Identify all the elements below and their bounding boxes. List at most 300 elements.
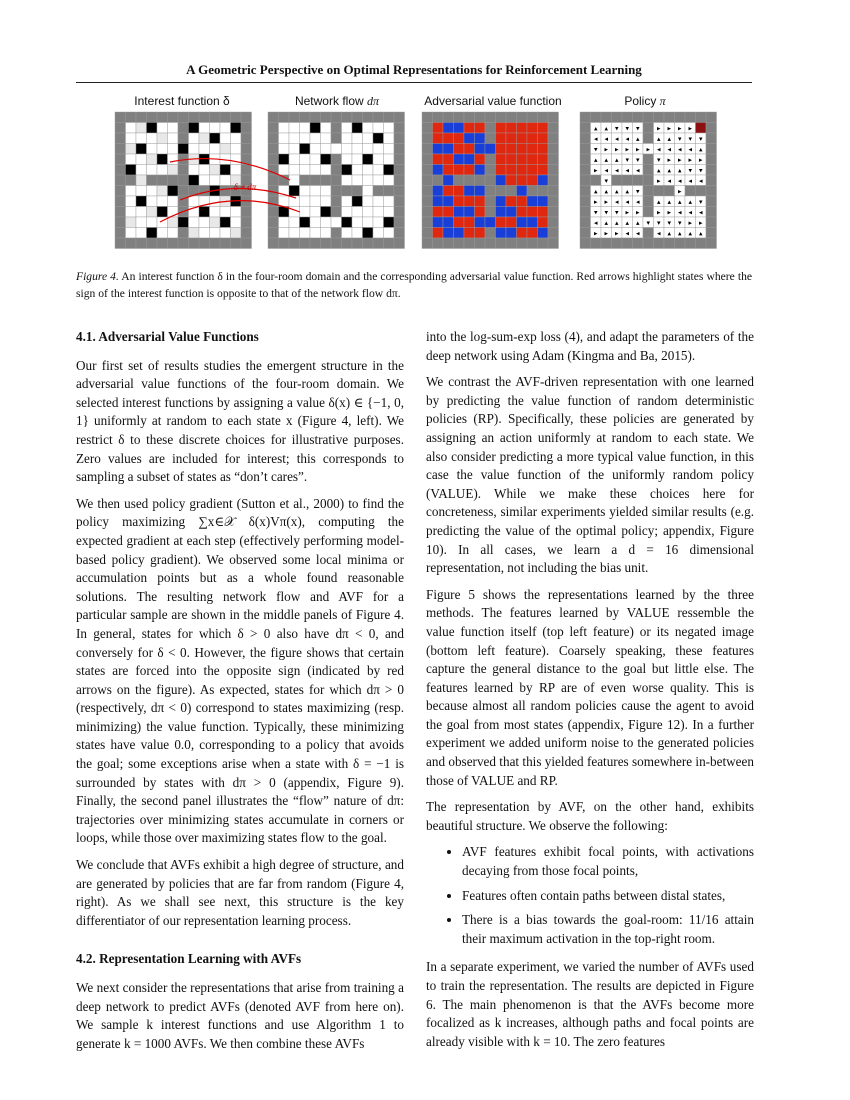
wall-cell bbox=[352, 186, 363, 197]
wall-cell bbox=[422, 123, 433, 134]
wall-cell bbox=[241, 228, 252, 239]
state-cell bbox=[136, 207, 147, 218]
wall-cell bbox=[241, 112, 252, 123]
value-cell bbox=[517, 144, 528, 155]
value-cell bbox=[496, 217, 507, 228]
value-cell bbox=[464, 133, 475, 144]
state-cell bbox=[352, 144, 363, 155]
wall-cell bbox=[706, 186, 717, 197]
state-cell bbox=[342, 217, 353, 228]
wall-cell bbox=[612, 112, 623, 123]
wall-cell bbox=[548, 207, 559, 218]
value-cell bbox=[464, 228, 475, 239]
state-cell bbox=[384, 165, 395, 176]
wall-cell bbox=[643, 112, 654, 123]
wall-cell bbox=[373, 186, 384, 197]
policy-arrow-icon: ▸ bbox=[688, 124, 693, 133]
wall-cell bbox=[157, 112, 168, 123]
wall-cell bbox=[485, 133, 496, 144]
value-cell bbox=[538, 123, 549, 134]
state-cell bbox=[373, 207, 384, 218]
paragraph: We then used policy gradient (Sutton et al., 2000) to find the policy maximizing ∑x∈𝒳 δ(x)Vπ(x), computing the expected gradient at each step (effectively performing model-based policy gradient). We observed some local minima or accumulation points but as a whole found reasonable solutions. The resulting network flow and AVF for a particular sample are shown in the middle panels of Figure 4. In general, states for which δ > 0 also have dπ < 0, and conversely for δ < 0. However, the figure shows that certain states are forced into the opposite sign (indicated by red arrows on the figure). As expected, states for which dπ > 0 (respectively, dπ < 0) correspond to states maximizing (resp. minimizing) the value function. Typically, these minimizing states have value 0.0, corresponding to a policy that avoids the goal; some exceptions arise when a state with δ = −1 is surrounded by states with dπ > 0 (appendix, Figure 9). Finally, the second panel illustrates the “flow” nature of dπ: trajectories over minimizing states accumulate in corners or loops, while those over maximizing states flow to the goal. bbox=[76, 495, 404, 846]
value-cell bbox=[433, 228, 444, 239]
wall-cell bbox=[496, 238, 507, 249]
state-cell bbox=[310, 217, 321, 228]
state-cell bbox=[373, 217, 384, 228]
wall-cell bbox=[331, 228, 342, 239]
wall-cell bbox=[147, 175, 158, 186]
caption-text: An interest function δ in the four-room domain and the corresponding adversarial value function. Red arrows highlight states where the sign of the interest function is opposite to that of the network flow dπ. bbox=[76, 270, 753, 300]
wall-cell bbox=[485, 165, 496, 176]
wall-cell bbox=[643, 228, 654, 239]
state-cell bbox=[136, 123, 147, 134]
policy-arrow-icon: ▸ bbox=[656, 208, 661, 217]
right-column bbox=[426, 328, 754, 1059]
policy-arrow-icon: ▸ bbox=[604, 198, 609, 207]
wall-cell bbox=[241, 217, 252, 228]
value-cell bbox=[527, 228, 538, 239]
wall-cell bbox=[178, 186, 189, 197]
wall-cell bbox=[115, 228, 126, 239]
state-cell bbox=[136, 133, 147, 144]
value-cell bbox=[454, 133, 465, 144]
value-cell bbox=[464, 154, 475, 165]
wall-cell bbox=[136, 238, 147, 249]
state-cell bbox=[363, 154, 374, 165]
adversarial-value-grid bbox=[422, 112, 559, 249]
state-cell bbox=[157, 165, 168, 176]
state-cell bbox=[168, 123, 179, 134]
wall-cell bbox=[706, 144, 717, 155]
wall-cell bbox=[231, 112, 242, 123]
wall-cell bbox=[394, 165, 405, 176]
wall-cell bbox=[231, 238, 242, 249]
state-cell bbox=[384, 154, 395, 165]
wall-cell bbox=[580, 175, 591, 186]
wall-cell bbox=[548, 217, 559, 228]
state-cell bbox=[189, 217, 200, 228]
wall-cell bbox=[433, 175, 444, 186]
state-cell bbox=[220, 133, 231, 144]
wall-cell bbox=[664, 238, 675, 249]
state-cell bbox=[373, 133, 384, 144]
policy-arrow-icon: ▾ bbox=[635, 156, 640, 165]
state-cell bbox=[331, 217, 342, 228]
value-cell bbox=[506, 175, 517, 186]
policy-arrow-icon: ▴ bbox=[698, 229, 703, 238]
wall-cell bbox=[384, 186, 395, 197]
state-cell bbox=[126, 228, 137, 239]
state-cell bbox=[300, 154, 311, 165]
wall-cell bbox=[147, 238, 158, 249]
wall-cell bbox=[685, 238, 696, 249]
value-cell bbox=[433, 154, 444, 165]
policy-arrow-icon: ◂ bbox=[677, 177, 682, 186]
state-cell bbox=[189, 144, 200, 155]
wall-cell bbox=[422, 133, 433, 144]
wall-cell bbox=[178, 238, 189, 249]
value-cell bbox=[496, 133, 507, 144]
state-cell bbox=[342, 154, 353, 165]
state-cell bbox=[279, 144, 290, 155]
state-cell bbox=[384, 207, 395, 218]
wall-cell bbox=[394, 238, 405, 249]
wall-cell bbox=[115, 175, 126, 186]
policy-arrow-icon: ◂ bbox=[667, 145, 672, 154]
state-cell bbox=[210, 133, 221, 144]
wall-cell bbox=[675, 112, 686, 123]
state-cell bbox=[126, 217, 137, 228]
state-cell bbox=[199, 207, 210, 218]
value-cell bbox=[517, 165, 528, 176]
policy-arrow-icon: ◂ bbox=[698, 208, 703, 217]
value-cell bbox=[475, 165, 486, 176]
wall-cell bbox=[517, 112, 528, 123]
wall-cell bbox=[664, 186, 675, 197]
panel-title-avf: Adversarial value function bbox=[424, 94, 562, 108]
list-item: • There is a bias towards the goal-room: 11/16 attain their maximum activation in the top-right room. bbox=[462, 911, 754, 948]
wall-cell bbox=[331, 133, 342, 144]
wall-cell bbox=[241, 123, 252, 134]
policy-arrow-icon: ▾ bbox=[635, 124, 640, 133]
state-cell bbox=[352, 175, 363, 186]
state-cell bbox=[210, 165, 221, 176]
wall-cell bbox=[189, 238, 200, 249]
wall-cell bbox=[268, 133, 279, 144]
value-cell bbox=[496, 228, 507, 239]
policy-arrow-icon: ▴ bbox=[625, 187, 630, 196]
value-cell bbox=[517, 123, 528, 134]
wall-cell bbox=[538, 186, 549, 197]
policy-arrow-icon: ▾ bbox=[677, 219, 682, 228]
wall-cell bbox=[548, 133, 559, 144]
value-cell bbox=[506, 123, 517, 134]
policy-arrow-icon: ▸ bbox=[625, 208, 630, 217]
state-cell bbox=[231, 217, 242, 228]
policy-arrow-icon: ▴ bbox=[677, 166, 682, 175]
state-cell bbox=[321, 165, 332, 176]
value-cell bbox=[433, 133, 444, 144]
policy-arrow-icon: ▴ bbox=[667, 166, 672, 175]
state-cell bbox=[178, 217, 189, 228]
paragraph: Figure 5 shows the representations learned by the three methods. The features learned by VALUE ressemble the value function itself (top left feature) or its negated image (bottom left feature). Coarsely speaking, these features capture the general distance to the goal but little else. The features learned by RP are of even worse quality. This is because almost all random policies cause the agent to avoid the goal from most states (appendix, Figure 12). In a further experiment we added uniform noise to the generated policies and observed that this yielded features somewhere in-between those of VALUE and RP. bbox=[426, 586, 754, 788]
policy-arrow-icon: ▾ bbox=[677, 135, 682, 144]
state-cell bbox=[199, 217, 210, 228]
state-cell bbox=[220, 207, 231, 218]
value-cell bbox=[454, 196, 465, 207]
value-cell bbox=[538, 144, 549, 155]
wall-cell bbox=[612, 238, 623, 249]
state-cell bbox=[384, 217, 395, 228]
wall-cell bbox=[331, 165, 342, 176]
wall-cell bbox=[178, 228, 189, 239]
wall-cell bbox=[310, 175, 321, 186]
state-cell bbox=[321, 196, 332, 207]
policy-arrow-icon: ◂ bbox=[625, 229, 630, 238]
wall-cell bbox=[706, 123, 717, 134]
value-cell bbox=[538, 175, 549, 186]
wall-cell bbox=[394, 217, 405, 228]
policy-arrow-icon: ◂ bbox=[698, 177, 703, 186]
state-cell bbox=[147, 133, 158, 144]
state-cell bbox=[168, 186, 179, 197]
state-cell bbox=[342, 165, 353, 176]
value-cell bbox=[538, 154, 549, 165]
state-cell bbox=[279, 228, 290, 239]
wall-cell bbox=[422, 144, 433, 155]
wall-cell bbox=[633, 238, 644, 249]
policy-arrow-icon: ◂ bbox=[688, 145, 693, 154]
section-heading-4-2: 4.2. Representation Learning with AVFs bbox=[76, 951, 302, 967]
state-cell bbox=[310, 154, 321, 165]
wall-cell bbox=[506, 186, 517, 197]
value-cell bbox=[506, 165, 517, 176]
wall-cell bbox=[506, 238, 517, 249]
value-cell bbox=[517, 207, 528, 218]
state-cell bbox=[331, 144, 342, 155]
value-cell bbox=[527, 154, 538, 165]
wall-cell bbox=[268, 112, 279, 123]
wall-cell bbox=[342, 238, 353, 249]
wall-cell bbox=[115, 144, 126, 155]
wall-cell bbox=[115, 196, 126, 207]
policy-arrow-icon: ◂ bbox=[635, 198, 640, 207]
wall-cell bbox=[331, 112, 342, 123]
value-cell bbox=[517, 228, 528, 239]
state-cell bbox=[231, 154, 242, 165]
state-cell bbox=[384, 123, 395, 134]
state-cell bbox=[342, 133, 353, 144]
policy-arrow-icon: ▾ bbox=[698, 135, 703, 144]
policy-arrow-icon: ◂ bbox=[688, 177, 693, 186]
state-cell bbox=[210, 196, 221, 207]
wall-cell bbox=[548, 238, 559, 249]
value-cell bbox=[506, 144, 517, 155]
value-cell bbox=[506, 154, 517, 165]
state-cell bbox=[289, 144, 300, 155]
state-cell bbox=[157, 154, 168, 165]
wall-cell bbox=[591, 175, 602, 186]
policy-arrow-icon: ▴ bbox=[604, 156, 609, 165]
value-cell bbox=[538, 217, 549, 228]
value-cell bbox=[475, 217, 486, 228]
value-cell bbox=[433, 123, 444, 134]
policy-arrow-icon: ◂ bbox=[614, 198, 619, 207]
state-cell bbox=[352, 207, 363, 218]
value-cell bbox=[527, 196, 538, 207]
wall-cell bbox=[580, 196, 591, 207]
wall-cell bbox=[342, 186, 353, 197]
caption-label: Figure 4. bbox=[76, 270, 119, 283]
wall-cell bbox=[548, 112, 559, 123]
wall-cell bbox=[633, 112, 644, 123]
policy-arrow-icon: ▸ bbox=[688, 219, 693, 228]
policy-arrow-icon: ◂ bbox=[667, 177, 672, 186]
value-cell bbox=[464, 207, 475, 218]
wall-cell bbox=[485, 186, 496, 197]
wall-cell bbox=[373, 112, 384, 123]
value-cell bbox=[454, 123, 465, 134]
wall-cell bbox=[443, 238, 454, 249]
wall-cell bbox=[210, 238, 221, 249]
state-cell bbox=[279, 154, 290, 165]
value-cell bbox=[485, 144, 496, 155]
value-cell bbox=[506, 196, 517, 207]
state-cell bbox=[363, 175, 374, 186]
state-cell bbox=[289, 133, 300, 144]
policy-arrow-icon: ▾ bbox=[656, 156, 661, 165]
wall-cell bbox=[706, 207, 717, 218]
policy-arrow-icon: ▸ bbox=[656, 124, 661, 133]
value-cell bbox=[527, 144, 538, 155]
wall-cell bbox=[580, 165, 591, 176]
wall-cell bbox=[654, 186, 665, 197]
wall-cell bbox=[622, 112, 633, 123]
wall-cell bbox=[527, 238, 538, 249]
wall-cell bbox=[331, 196, 342, 207]
policy-arrow-icon: ▸ bbox=[667, 124, 672, 133]
policy-arrow-icon: ▴ bbox=[656, 135, 661, 144]
state-cell bbox=[342, 196, 353, 207]
state-cell bbox=[279, 133, 290, 144]
policy-arrow-icon: ▴ bbox=[593, 156, 598, 165]
value-cell bbox=[538, 228, 549, 239]
state-cell bbox=[199, 175, 210, 186]
wall-cell bbox=[384, 238, 395, 249]
policy-arrow-icon: ◂ bbox=[625, 166, 630, 175]
wall-cell bbox=[538, 112, 549, 123]
policy-arrow-icon: ▴ bbox=[593, 124, 598, 133]
state-cell bbox=[300, 217, 311, 228]
wall-cell bbox=[454, 238, 465, 249]
state-cell bbox=[136, 154, 147, 165]
policy-arrow-icon: ▾ bbox=[625, 156, 630, 165]
wall-cell bbox=[268, 144, 279, 155]
state-cell bbox=[279, 217, 290, 228]
wall-cell bbox=[496, 186, 507, 197]
state-cell bbox=[189, 133, 200, 144]
value-cell bbox=[454, 186, 465, 197]
state-cell bbox=[220, 144, 231, 155]
wall-cell bbox=[485, 228, 496, 239]
state-cell bbox=[310, 186, 321, 197]
policy-grid bbox=[580, 112, 717, 249]
policy-arrow-icon: ▴ bbox=[635, 219, 640, 228]
paragraph: into the log-sum-exp loss (4), and adapt the parameters of the deep network using Adam (Kingma and Ba, 2015). bbox=[426, 329, 754, 363]
wall-cell bbox=[464, 175, 475, 186]
wall-cell bbox=[300, 112, 311, 123]
network-flow-grid bbox=[268, 112, 405, 249]
policy-arrow-icon: ▾ bbox=[688, 135, 693, 144]
policy-arrow-icon: ▴ bbox=[614, 187, 619, 196]
wall-cell bbox=[485, 112, 496, 123]
policy-arrow-icon: ▸ bbox=[677, 187, 682, 196]
policy-arrow-icon: ◂ bbox=[593, 135, 598, 144]
wall-cell bbox=[548, 175, 559, 186]
state-cell bbox=[352, 123, 363, 134]
wall-cell bbox=[268, 207, 279, 218]
state-cell bbox=[126, 186, 137, 197]
state-cell bbox=[157, 207, 168, 218]
value-cell bbox=[538, 133, 549, 144]
state-cell bbox=[189, 175, 200, 186]
value-cell bbox=[485, 217, 496, 228]
wall-cell bbox=[706, 196, 717, 207]
state-cell bbox=[342, 228, 353, 239]
state-cell bbox=[199, 228, 210, 239]
state-cell bbox=[157, 144, 168, 155]
wall-cell bbox=[394, 207, 405, 218]
wall-cell bbox=[363, 112, 374, 123]
policy-arrow-icon: ◂ bbox=[625, 198, 630, 207]
state-cell bbox=[342, 144, 353, 155]
value-cell bbox=[527, 123, 538, 134]
value-cell bbox=[464, 144, 475, 155]
paragraph: We conclude that AVFs exhibit a high degree of structure, and are generated by policies that are far from random (Figure 4, right). As we shall see next, this structure is the key differentiator of our representation learning process. bbox=[76, 857, 404, 928]
wall-cell bbox=[580, 112, 591, 123]
policy-arrow-icon: ◂ bbox=[614, 166, 619, 175]
state-cell bbox=[300, 123, 311, 134]
wall-cell bbox=[300, 175, 311, 186]
state-cell bbox=[373, 175, 384, 186]
wall-cell bbox=[454, 112, 465, 123]
state-cell bbox=[352, 228, 363, 239]
state-cell bbox=[231, 207, 242, 218]
wall-cell bbox=[352, 238, 363, 249]
wall-cell bbox=[601, 112, 612, 123]
wall-cell bbox=[241, 144, 252, 155]
figure-4 bbox=[0, 0, 850, 270]
policy-arrow-icon: ▴ bbox=[667, 229, 672, 238]
state-cell bbox=[363, 144, 374, 155]
state-cell bbox=[300, 144, 311, 155]
state-cell bbox=[126, 207, 137, 218]
value-cell bbox=[496, 175, 507, 186]
state-cell bbox=[352, 165, 363, 176]
wall-cell bbox=[331, 207, 342, 218]
state-cell bbox=[279, 123, 290, 134]
wall-cell bbox=[268, 238, 279, 249]
panel-title-policy-text: Policy bbox=[624, 94, 660, 108]
wall-cell bbox=[601, 238, 612, 249]
state-cell bbox=[147, 228, 158, 239]
state-cell bbox=[189, 196, 200, 207]
wall-cell bbox=[331, 186, 342, 197]
wall-cell bbox=[394, 186, 405, 197]
value-cell bbox=[538, 165, 549, 176]
policy-arrow-icon: ▸ bbox=[698, 219, 703, 228]
state-cell bbox=[321, 207, 332, 218]
wall-cell bbox=[373, 238, 384, 249]
state-cell bbox=[384, 196, 395, 207]
wall-cell bbox=[422, 165, 433, 176]
wall-cell bbox=[178, 123, 189, 134]
policy-arrow-icon: ▾ bbox=[698, 198, 703, 207]
value-cell bbox=[433, 207, 444, 218]
policy-arrow-icon: ▴ bbox=[656, 198, 661, 207]
state-cell bbox=[321, 154, 332, 165]
state-cell bbox=[321, 217, 332, 228]
state-cell bbox=[300, 133, 311, 144]
policy-arrow-icon: ▸ bbox=[614, 229, 619, 238]
wall-cell bbox=[706, 175, 717, 186]
policy-arrow-icon: ▴ bbox=[688, 229, 693, 238]
value-cell bbox=[443, 186, 454, 197]
wall-cell bbox=[433, 238, 444, 249]
interest-function-grid bbox=[115, 112, 252, 249]
state-cell bbox=[352, 196, 363, 207]
wall-cell bbox=[485, 175, 496, 186]
